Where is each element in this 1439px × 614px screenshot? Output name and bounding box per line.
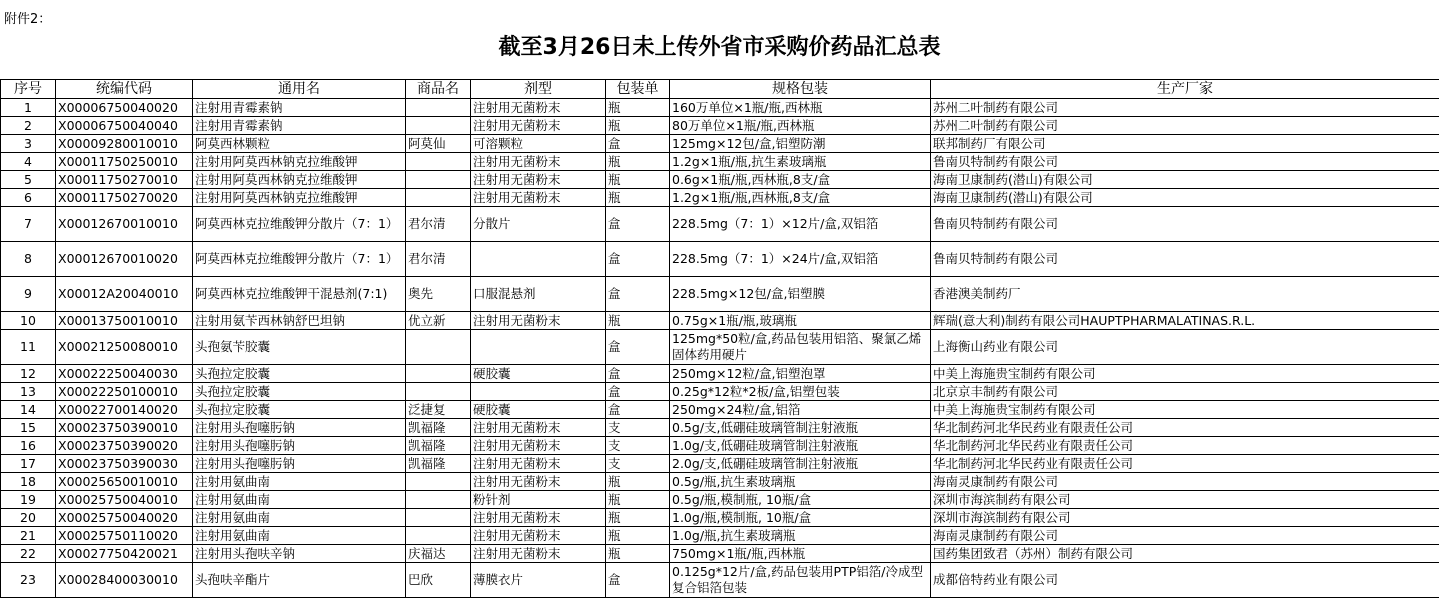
cell-maker: 华北制药河北华民药业有限责任公司	[931, 437, 1439, 455]
cell-brand: 君尔清	[406, 207, 471, 242]
cell-brand	[406, 171, 471, 189]
cell-maker: 华北制药河北华民药业有限责任公司	[931, 419, 1439, 437]
cell-generic: 头孢拉定胶囊	[193, 383, 406, 401]
cell-brand	[406, 153, 471, 171]
cell-unit: 盒	[606, 135, 670, 153]
cell-no: 19	[1, 491, 56, 509]
cell-generic: 头孢拉定胶囊	[193, 401, 406, 419]
cell-form: 注射用无菌粉末	[471, 419, 606, 437]
cell-form: 硬胶囊	[471, 365, 606, 383]
cell-form: 分散片	[471, 207, 606, 242]
cell-unit: 瓶	[606, 189, 670, 207]
cell-code: X00012A20040010	[56, 277, 193, 312]
cell-code: X00023750390020	[56, 437, 193, 455]
cell-maker: 香港澳美制药厂	[931, 277, 1439, 312]
cell-spec: 1.0g/瓶,抗生素玻璃瓶	[670, 527, 931, 545]
cell-generic: 阿莫西林颗粒	[193, 135, 406, 153]
cell-form: 注射用无菌粉末	[471, 171, 606, 189]
cell-unit: 支	[606, 455, 670, 473]
cell-spec: 250mg×24粒/盒,铝箔	[670, 401, 931, 419]
col-header-code: 统编代码	[56, 80, 193, 99]
cell-unit: 瓶	[606, 312, 670, 330]
cell-brand	[406, 509, 471, 527]
cell-form: 注射用无菌粉末	[471, 437, 606, 455]
cell-no: 5	[1, 171, 56, 189]
cell-unit: 支	[606, 437, 670, 455]
cell-spec: 0.125g*12片/盒,药品包装用PTP铝箔/冷成型复合铝箔包装	[670, 563, 931, 598]
table-row	[1, 383, 1439, 401]
cell-generic: 头孢呋辛酯片	[193, 563, 406, 598]
cell-no: 20	[1, 509, 56, 527]
table-row	[1, 117, 1439, 135]
cell-code: X00022250040030	[56, 365, 193, 383]
cell-maker: 海南卫康制药(潜山)有限公司	[931, 171, 1439, 189]
cell-form: 注射用无菌粉末	[471, 545, 606, 563]
cell-generic: 阿莫西林克拉维酸钾干混悬剂(7:1)	[193, 277, 406, 312]
cell-spec: 1.0g/瓶,模制瓶, 10瓶/盒	[670, 509, 931, 527]
cell-maker: 中美上海施贵宝制药有限公司	[931, 365, 1439, 383]
cell-generic: 注射用青霉素钠	[193, 99, 406, 117]
cell-maker: 北京京丰制药有限公司	[931, 383, 1439, 401]
cell-no: 18	[1, 473, 56, 491]
cell-form	[471, 383, 606, 401]
cell-spec: 228.5mg（7：1）×12片/盒,双铝箔	[670, 207, 931, 242]
cell-brand	[406, 491, 471, 509]
cell-unit: 盒	[606, 383, 670, 401]
col-header-spec: 规格包装	[670, 80, 931, 99]
cell-unit: 瓶	[606, 545, 670, 563]
cell-brand	[406, 189, 471, 207]
header-row	[1, 80, 1439, 99]
cell-unit: 瓶	[606, 509, 670, 527]
cell-maker: 海南灵康制药有限公司	[931, 473, 1439, 491]
cell-no: 23	[1, 563, 56, 598]
cell-code: X00025750110020	[56, 527, 193, 545]
cell-maker: 辉瑞(意大利)制药有限公司HAUPTPHARMALATINAS.R.L.	[931, 312, 1439, 330]
cell-generic: 注射用阿莫西林钠克拉维酸钾	[193, 189, 406, 207]
cell-form: 粉针剂	[471, 491, 606, 509]
cell-generic: 注射用阿莫西林钠克拉维酸钾	[193, 153, 406, 171]
table-row	[1, 365, 1439, 383]
cell-unit: 盒	[606, 277, 670, 312]
cell-generic: 阿莫西林克拉维酸钾分散片（7：1）	[193, 242, 406, 277]
cell-unit: 盒	[606, 401, 670, 419]
table-row	[1, 401, 1439, 419]
cell-no: 2	[1, 117, 56, 135]
table-row	[1, 527, 1439, 545]
table-row	[1, 242, 1439, 277]
cell-spec: 80万单位×1瓶/瓶,西林瓶	[670, 117, 931, 135]
cell-form: 注射用无菌粉末	[471, 473, 606, 491]
cell-code: X00013750010010	[56, 312, 193, 330]
cell-generic: 注射用氨曲南	[193, 491, 406, 509]
cell-no: 15	[1, 419, 56, 437]
cell-code: X00028400030010	[56, 563, 193, 598]
cell-generic: 头孢拉定胶囊	[193, 365, 406, 383]
cell-unit: 盒	[606, 365, 670, 383]
page-title: 截至3月26日未上传外省市采购价药品汇总表	[498, 35, 941, 60]
cell-unit: 盒	[606, 242, 670, 277]
cell-maker: 上海衡山药业有限公司	[931, 330, 1439, 365]
cell-generic: 注射用头孢呋辛钠	[193, 545, 406, 563]
cell-code: X00022250100010	[56, 383, 193, 401]
annex-label: 附件2：	[4, 12, 52, 27]
cell-maker: 鲁南贝特制药有限公司	[931, 153, 1439, 171]
cell-brand: 凯福隆	[406, 419, 471, 437]
cell-no: 12	[1, 365, 56, 383]
cell-brand	[406, 99, 471, 117]
table-row	[1, 491, 1439, 509]
table-row	[1, 312, 1439, 330]
table-row	[1, 455, 1439, 473]
cell-maker: 苏州二叶制药有限公司	[931, 99, 1439, 117]
cell-spec: 1.2g×1瓶/瓶,抗生素玻璃瓶	[670, 153, 931, 171]
cell-spec: 125mg*50粒/盒,药品包装用铝箔、聚氯乙烯固体药用硬片	[670, 330, 931, 365]
cell-brand: 庆福达	[406, 545, 471, 563]
cell-spec: 228.5mg（7：1）×24片/盒,双铝箔	[670, 242, 931, 277]
table-row	[1, 189, 1439, 207]
table-row	[1, 437, 1439, 455]
cell-brand	[406, 365, 471, 383]
cell-maker: 鲁南贝特制药有限公司	[931, 242, 1439, 277]
cell-maker: 中美上海施贵宝制药有限公司	[931, 401, 1439, 419]
cell-brand: 君尔清	[406, 242, 471, 277]
cell-unit: 盒	[606, 563, 670, 598]
cell-code: X00023750390030	[56, 455, 193, 473]
cell-form: 注射用无菌粉末	[471, 509, 606, 527]
cell-brand: 凯福隆	[406, 455, 471, 473]
table-row	[1, 277, 1439, 312]
cell-spec: 0.25g*12粒*2板/盒,铝塑包装	[670, 383, 931, 401]
cell-unit: 瓶	[606, 473, 670, 491]
cell-spec: 160万单位×1瓶/瓶,西林瓶	[670, 99, 931, 117]
cell-brand	[406, 330, 471, 365]
cell-unit: 瓶	[606, 171, 670, 189]
table-row	[1, 509, 1439, 527]
cell-code: X00011750270010	[56, 171, 193, 189]
cell-form: 硬胶囊	[471, 401, 606, 419]
cell-spec: 0.5g/支,低硼硅玻璃管制注射液瓶	[670, 419, 931, 437]
cell-code: X00021250080010	[56, 330, 193, 365]
cell-no: 1	[1, 99, 56, 117]
cell-generic: 注射用青霉素钠	[193, 117, 406, 135]
cell-no: 16	[1, 437, 56, 455]
cell-generic: 头孢氨苄胶囊	[193, 330, 406, 365]
cell-brand: 巴欣	[406, 563, 471, 598]
cell-brand	[406, 473, 471, 491]
cell-code: X00025750040020	[56, 509, 193, 527]
cell-maker: 海南灵康制药有限公司	[931, 527, 1439, 545]
table-row	[1, 135, 1439, 153]
cell-no: 14	[1, 401, 56, 419]
cell-unit: 瓶	[606, 117, 670, 135]
cell-code: X00006750040020	[56, 99, 193, 117]
cell-code: X00023750390010	[56, 419, 193, 437]
cell-no: 10	[1, 312, 56, 330]
cell-maker: 深圳市海滨制药有限公司	[931, 509, 1439, 527]
cell-spec: 1.2g×1瓶/瓶,西林瓶,8支/盒	[670, 189, 931, 207]
cell-form: 可溶颗粒	[471, 135, 606, 153]
cell-generic: 注射用头孢噻肟钠	[193, 419, 406, 437]
cell-spec: 750mg×1瓶/瓶,西林瓶	[670, 545, 931, 563]
cell-form: 注射用无菌粉末	[471, 189, 606, 207]
cell-generic: 注射用氨曲南	[193, 473, 406, 491]
cell-unit: 盒	[606, 207, 670, 242]
cell-code: X00022700140020	[56, 401, 193, 419]
cell-no: 13	[1, 383, 56, 401]
cell-brand	[406, 527, 471, 545]
cell-generic: 注射用氨苄西林钠舒巴坦钠	[193, 312, 406, 330]
drug-summary-table	[0, 79, 1439, 598]
cell-no: 21	[1, 527, 56, 545]
cell-no: 4	[1, 153, 56, 171]
cell-generic: 注射用氨曲南	[193, 527, 406, 545]
cell-form	[471, 242, 606, 277]
cell-no: 6	[1, 189, 56, 207]
cell-code: X00025650010010	[56, 473, 193, 491]
cell-maker: 深圳市海滨制药有限公司	[931, 491, 1439, 509]
cell-generic: 注射用头孢噻肟钠	[193, 437, 406, 455]
cell-spec: 125mg×12包/盒,铝塑防潮	[670, 135, 931, 153]
cell-spec: 0.75g×1瓶/瓶,玻璃瓶	[670, 312, 931, 330]
cell-form	[471, 330, 606, 365]
cell-maker: 国药集团致君（苏州）制药有限公司	[931, 545, 1439, 563]
cell-generic: 阿莫西林克拉维酸钾分散片（7：1）	[193, 207, 406, 242]
cell-brand	[406, 117, 471, 135]
cell-brand: 奥先	[406, 277, 471, 312]
col-header-unit: 包装单	[606, 80, 670, 99]
cell-form: 注射用无菌粉末	[471, 99, 606, 117]
cell-generic: 注射用阿莫西林钠克拉维酸钾	[193, 171, 406, 189]
cell-no: 9	[1, 277, 56, 312]
cell-code: X00012670010020	[56, 242, 193, 277]
cell-maker: 华北制药河北华民药业有限责任公司	[931, 455, 1439, 473]
cell-no: 17	[1, 455, 56, 473]
cell-form: 注射用无菌粉末	[471, 312, 606, 330]
cell-spec: 1.0g/支,低硼硅玻璃管制注射液瓶	[670, 437, 931, 455]
cell-unit: 瓶	[606, 527, 670, 545]
table-row	[1, 171, 1439, 189]
table-row	[1, 330, 1439, 365]
cell-maker: 苏州二叶制药有限公司	[931, 117, 1439, 135]
cell-code: X00011750250010	[56, 153, 193, 171]
table-row	[1, 419, 1439, 437]
cell-code: X00012670010010	[56, 207, 193, 242]
cell-generic: 注射用氨曲南	[193, 509, 406, 527]
cell-no: 7	[1, 207, 56, 242]
cell-brand: 凯福隆	[406, 437, 471, 455]
cell-no: 22	[1, 545, 56, 563]
table-row	[1, 99, 1439, 117]
cell-spec: 228.5mg×12包/盒,铝塑膜	[670, 277, 931, 312]
cell-maker: 鲁南贝特制药有限公司	[931, 207, 1439, 242]
cell-spec: 0.6g×1瓶/瓶,西林瓶,8支/盒	[670, 171, 931, 189]
cell-unit: 瓶	[606, 153, 670, 171]
cell-form: 注射用无菌粉末	[471, 455, 606, 473]
col-header-form: 剂型	[471, 80, 606, 99]
cell-form: 注射用无菌粉末	[471, 527, 606, 545]
cell-code: X00027750420021	[56, 545, 193, 563]
cell-unit: 瓶	[606, 491, 670, 509]
cell-brand: 泛捷复	[406, 401, 471, 419]
cell-form: 注射用无菌粉末	[471, 153, 606, 171]
col-header-no: 序号	[1, 80, 56, 99]
cell-unit: 盒	[606, 330, 670, 365]
table-row	[1, 207, 1439, 242]
cell-brand: 阿莫仙	[406, 135, 471, 153]
table-row	[1, 545, 1439, 563]
cell-form: 注射用无菌粉末	[471, 117, 606, 135]
col-header-generic: 通用名	[193, 80, 406, 99]
table-row	[1, 153, 1439, 171]
col-header-maker: 生产厂家	[931, 80, 1439, 99]
table-row	[1, 473, 1439, 491]
cell-code: X00009280010010	[56, 135, 193, 153]
cell-code: X00006750040040	[56, 117, 193, 135]
cell-form: 薄膜衣片	[471, 563, 606, 598]
col-header-brand: 商品名	[406, 80, 471, 99]
cell-code: X00025750040010	[56, 491, 193, 509]
cell-maker: 联邦制药厂有限公司	[931, 135, 1439, 153]
cell-brand: 优立新	[406, 312, 471, 330]
cell-spec: 0.5g/瓶,抗生素玻璃瓶	[670, 473, 931, 491]
cell-unit: 瓶	[606, 99, 670, 117]
cell-maker: 海南卫康制药(潜山)有限公司	[931, 189, 1439, 207]
cell-no: 8	[1, 242, 56, 277]
cell-spec: 0.5g/瓶,模制瓶, 10瓶/盒	[670, 491, 931, 509]
cell-no: 11	[1, 330, 56, 365]
cell-code: X00011750270020	[56, 189, 193, 207]
cell-maker: 成都倍特药业有限公司	[931, 563, 1439, 598]
cell-form: 口服混悬剂	[471, 277, 606, 312]
cell-spec: 250mg×12粒/盒,铝塑泡罩	[670, 365, 931, 383]
table-row	[1, 563, 1439, 598]
cell-unit: 支	[606, 419, 670, 437]
cell-brand	[406, 383, 471, 401]
cell-spec: 2.0g/支,低硼硅玻璃管制注射液瓶	[670, 455, 931, 473]
cell-no: 3	[1, 135, 56, 153]
cell-generic: 注射用头孢噻肟钠	[193, 455, 406, 473]
